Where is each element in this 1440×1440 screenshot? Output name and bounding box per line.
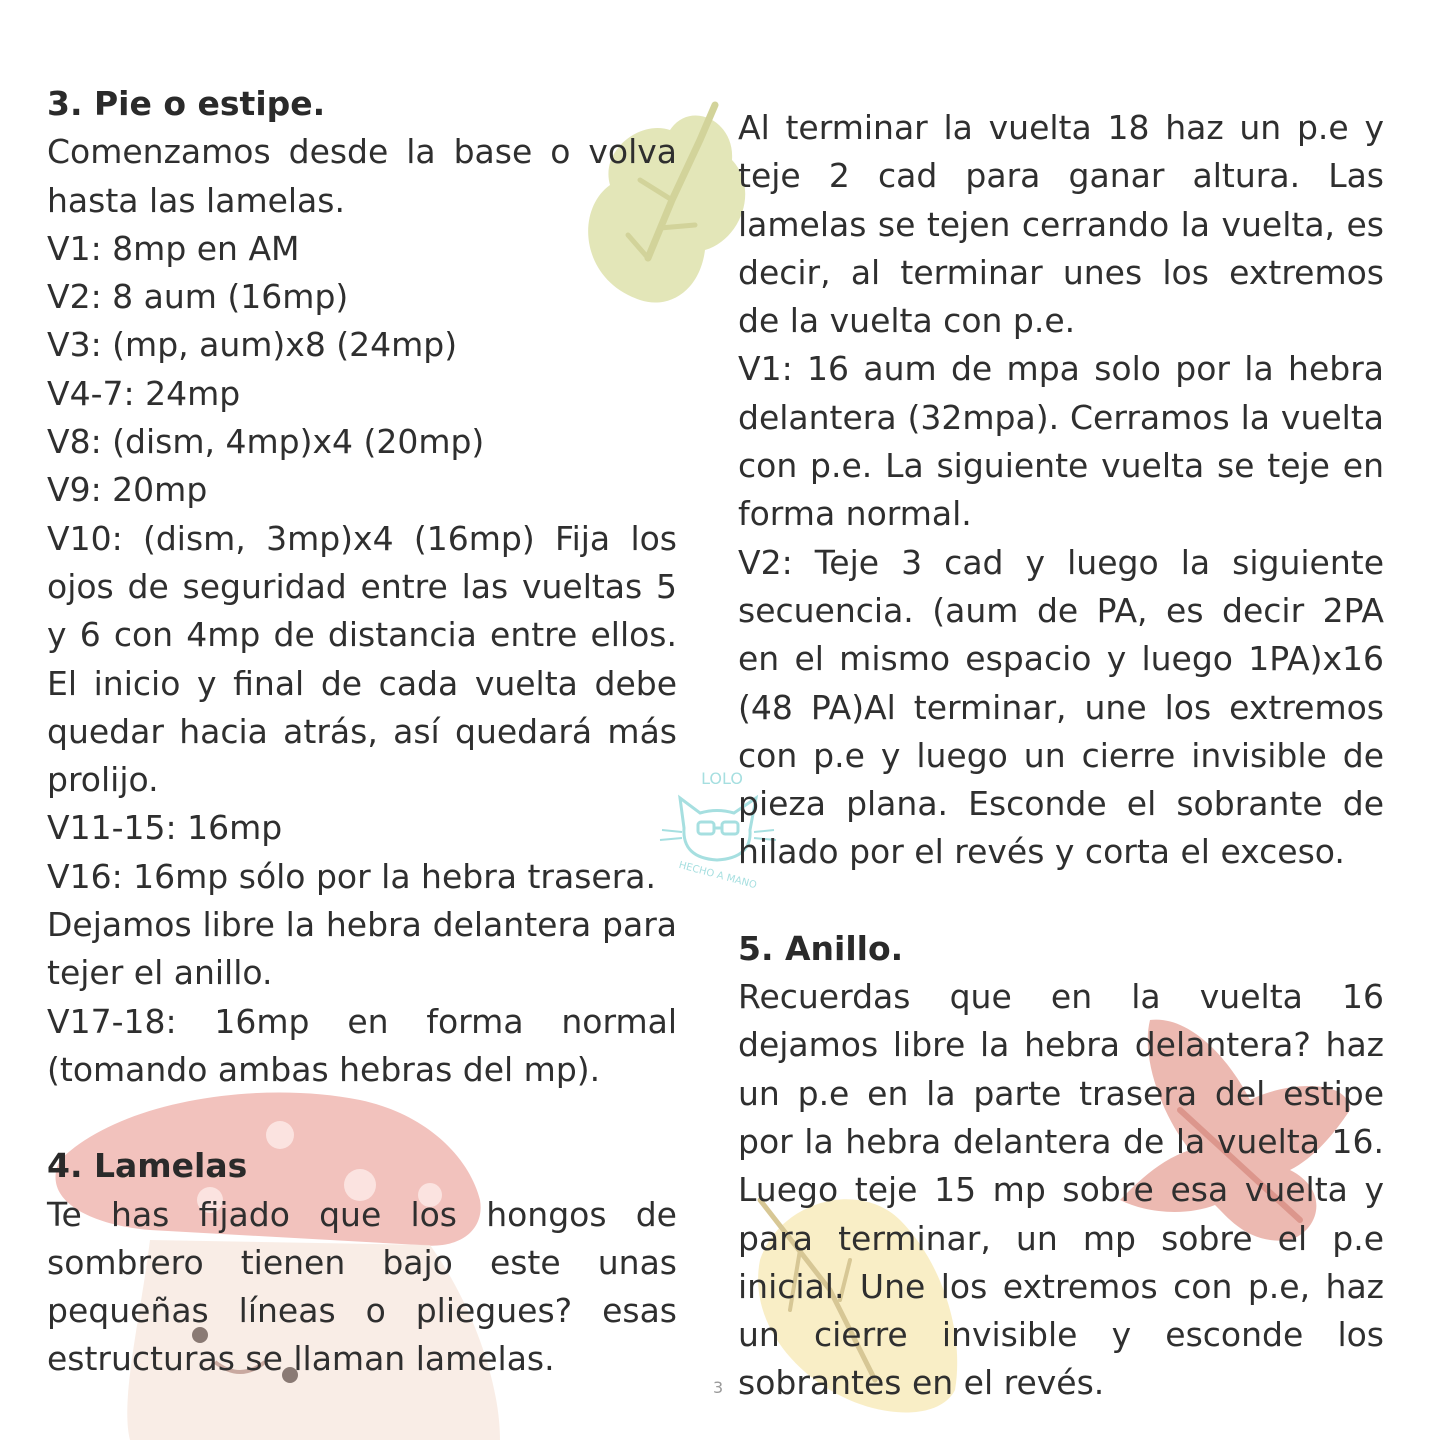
watermark-bottom-text: HECHO A MANO [677, 859, 758, 888]
round-v10: V10: (dism, 3mp)x4 (16mp) Fija los ojos de seguridad entre las vueltas 5 y 6 con 4mp de distancia entre ellos. El inicio y final de cada vuelta debe quedar hacia atrás, así quedará más prolijo. [47, 518, 677, 800]
section-4-text: Te has fijado que los hongos de sombrero tienen bajo este unas pequeñas líneas o pliegues? esas estructuras se llaman lamelas. [47, 1194, 677, 1379]
section-3-intro: Comenzamos desde la base o volva hasta las lamelas. [47, 132, 677, 220]
round-v16-note: Dejamos libre la hebra delantera para tejer el anillo. [47, 905, 677, 993]
left-column [47, 80, 677, 1384]
round-v8: V8: (dism, 4mp)x4 (20mp) [47, 422, 485, 462]
round-v11-15: V11-15: 16mp [47, 808, 283, 848]
lamelas-v2: V2: Teje 3 cad y luego la siguiente secuencia. (aum de PA, es decir 2PA en el mismo espacio y luego 1PA)x16 (48 PA)Al terminar, une los extremos con p.e y luego un cierre invisible de pieza plana. Esconde el sobrante de hilado por el revés y corta el exceso. [738, 542, 1384, 872]
round-v1: V1: 8mp en AM [47, 228, 300, 268]
round-v16: V16: 16mp sólo por la hebra trasera. [47, 856, 657, 896]
round-v4-7: V4-7: 24mp [47, 373, 241, 413]
right-column [738, 104, 1384, 1408]
round-v2: V2: 8 aum (16mp) [47, 277, 349, 317]
section-gap [738, 877, 1384, 925]
round-v3: V3: (mp, aum)x8 (24mp) [47, 325, 458, 365]
page-number: 3 [713, 1378, 724, 1397]
lamelas-v1: V1: 16 aum de mpa solo por la hebra delantera (32mpa). Cerramos la vuelta con p.e. La siguiente vuelta se teje en forma normal. [738, 349, 1384, 534]
round-v9: V9: 20mp [47, 470, 208, 510]
section-5-heading: 5. Anillo. [738, 928, 904, 968]
section-3-heading: 3. Pie o estipe. [47, 84, 326, 123]
round-v17-18: V17-18: 16mp en forma normal (tomando ambas hebras del mp). [47, 1001, 677, 1089]
section-gap [47, 1094, 677, 1142]
lamelas-intro: Al terminar la vuelta 18 haz un p.e y teje 2 cad para ganar altura. Las lamelas se tejen cerrando la vuelta, es decir, al terminar unes los extremos de la vuelta con p.e. [738, 108, 1384, 341]
watermark-top-text: LOLO [701, 769, 743, 788]
section-4-heading: 4. Lamelas [47, 1146, 248, 1186]
section-5-text: Recuerdas que en la vuelta 16 dejamos libre la hebra delantera? haz un p.e en la parte trasera del estipe por la hebra delantera de la vuelta 16. Luego teje 15 mp sobre esa vuelta y para terminar, un mp sobre el p.e inicial. Une los extremos con p.e, haz un cierre invisible y esconde los sobrantes en el revés. [738, 977, 1384, 1403]
